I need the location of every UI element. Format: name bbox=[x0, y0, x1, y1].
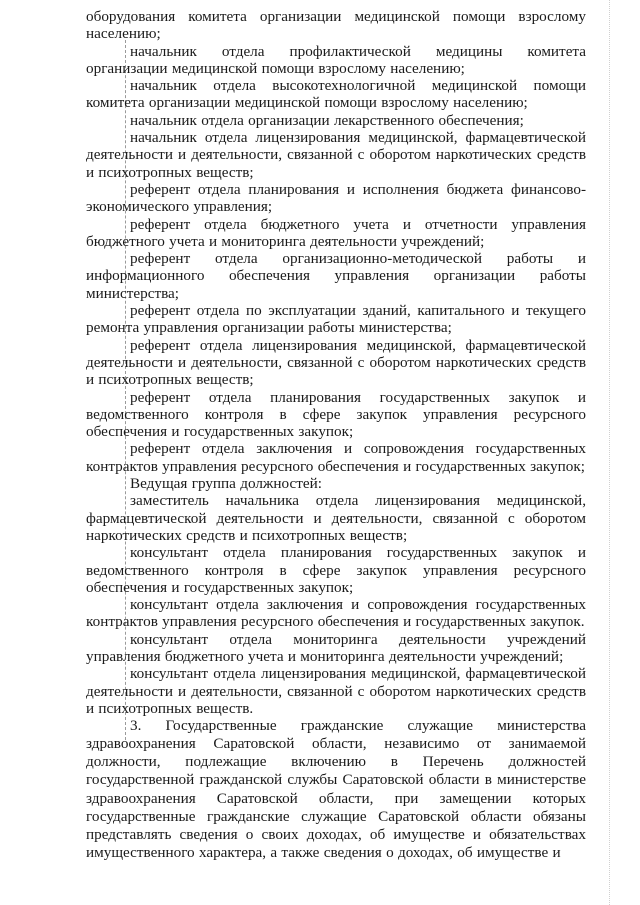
paragraph-5: начальник отдела лицензирования медицинской, фармацевтической деятельности и деятельности, связанной с оборотом наркотических средств и психотропных веществ; bbox=[86, 129, 586, 181]
paragraph-8: референт отдела организационно-методической работы и информационного обеспечения управления организации работы министерства; bbox=[86, 250, 586, 302]
paragraph-1: оборудования комитета организации медицинской помощи взрослому населению; bbox=[86, 8, 586, 43]
paragraph-4: начальник отдела организации лекарственного обеспечения; bbox=[130, 111, 524, 129]
paragraph-3: начальник отдела высокотехнологичной медицинской помощи комитета организации медицинской помощи взрослому населению; bbox=[86, 77, 586, 112]
paragraph-10: референт отдела лицензирования медицинской, фармацевтической деятельности и деятельности, связанной с оборотом наркотических средств и психотропных веществ; bbox=[86, 336, 586, 389]
scan-edge-line bbox=[609, 0, 610, 905]
paragraph-item-3: 3. Государственные гражданские служащие министерства здравоохранения Саратовской области, независимо от занимаемой должности, подлежащие включению в Перечень должностей государственной гражданской службы Саратовской области в министерстве здравоохранения Саратовской области, при замещении которых государственные гражданские служащие Саратовской области обязаны представлять сведения о своих доходах, об имуществе и обязательствах имущественного характера, а также сведения о доходах, об имуществе и bbox=[86, 717, 586, 861]
paragraph-11: референт отдела планирования государственных закупок и ведомственного контроля в сфере закупок управления ресурсного обеспечения и государственных закупок; bbox=[86, 388, 586, 441]
paragraph-7: референт отдела бюджетного учета и отчетности управления бюджетного учета и мониторинга деятельности учреждений; bbox=[86, 215, 586, 250]
paragraph-6: референт отдела планирования и исполнения бюджета финансово-экономического управления; bbox=[86, 180, 586, 216]
paragraph-14: заместитель начальника отдела лицензирования медицинской, фармацевтической деятельности и деятельности, связанной с оборотом наркотических средств и психотропных веществ; bbox=[86, 492, 586, 544]
section-heading-leading-group: Ведущая группа должностей: bbox=[130, 475, 322, 493]
paragraph-15: консультант отдела планирования государственных закупок и ведомственного контроля в сфере закупок управления ресурсного обеспечения и государственных закупок; bbox=[86, 544, 586, 596]
document-body bbox=[86, 8, 586, 862]
paragraph-9: референт отдела по эксплуатации зданий, капитального и текущего ремонта управления организации работы министерства; bbox=[86, 302, 586, 337]
paragraph-17: консультант отдела мониторинга деятельности учреждений управления бюджетного учета и мониторинга деятельности учреждений; bbox=[86, 630, 586, 665]
paragraph-18: консультант отдела лицензирования медицинской, фармацевтической деятельности и деятельности, связанной с оборотом наркотических средств и психотропных веществ. bbox=[86, 665, 586, 717]
paragraph-12: референт отдела заключения и сопровождения государственных контрактов управления ресурсного обеспечения и государственных закупок; bbox=[86, 440, 586, 475]
paragraph-2: начальник отдела профилактической медицины комитета организации медицинской помощи взрослому населению; bbox=[86, 42, 586, 77]
paragraph-16: консультант отдела заключения и сопровождения государственных контрактов управления ресурсного обеспечения и государственных закупок. bbox=[86, 596, 586, 631]
